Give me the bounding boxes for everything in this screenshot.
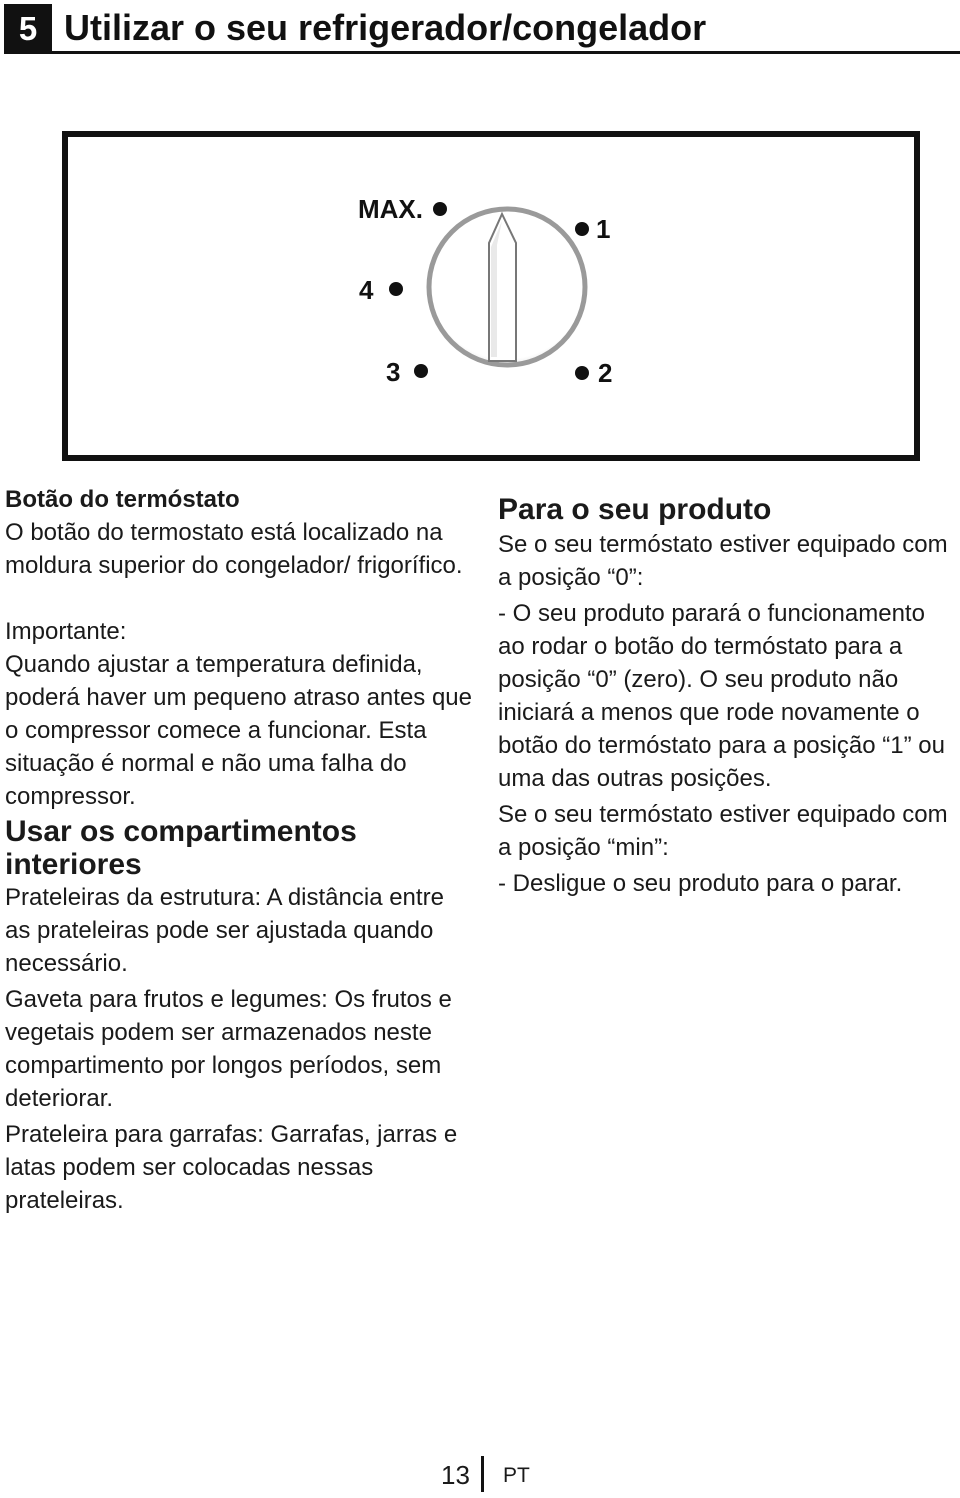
language-code: PT: [503, 1464, 530, 1487]
product-heading: Para o seu produto: [498, 493, 772, 526]
dial-label-2: 2: [598, 358, 613, 388]
shelves-text: Prateleiras da estrutura: A distância entre as prateleiras pode ser ajustada quando necessário.: [5, 884, 444, 977]
dial-label-max: MAX.: [358, 194, 423, 224]
dial-dot-1: [575, 222, 589, 236]
dial-dot-2: [575, 366, 589, 380]
chapter-number: 5: [4, 4, 52, 54]
thermostat-figure: [62, 131, 920, 461]
right-column: [498, 492, 958, 900]
min-position-intro: Se o seu termóstato estiver equipado com a posição “min”:: [498, 801, 948, 861]
thermostat-dial-diagram: [68, 137, 914, 455]
dial-label-3: 3: [386, 357, 401, 387]
zero-position-intro: Se o seu termóstato estiver equipado com a posição “0”:: [498, 531, 948, 591]
dial-dot-max: [433, 202, 447, 216]
chapter-header: [4, 4, 960, 54]
header-rule: [52, 51, 960, 54]
drawer-text: Gaveta para frutos e legumes: Os frutos e vegetais podem ser armazenados neste compartimento por longos períodos, sem deteriorar.: [5, 986, 452, 1112]
footer-divider: [481, 1456, 484, 1492]
dial-dot-4: [389, 282, 403, 296]
min-position-text: - Desligue o seu produto para o parar.: [498, 870, 903, 897]
thermostat-heading: Botão do termóstato: [5, 486, 240, 513]
important-text: Quando ajustar a temperatura definida, poderá haver um pequeno atraso antes que o compressor comece a funcionar. Esta situação é normal e não uma falha do compressor.: [5, 651, 473, 810]
zero-position-text: - O seu produto parará o funcionamento ao rodar o botão do termóstato para a posição “0” (zero). O seu produto não iniciará a menos que rode novamente o botão do termóstato para a posição “1” ou uma das outras posições.: [498, 600, 945, 792]
chapter-title: Utilizar o seu refrigerador/congelador: [64, 7, 707, 48]
bottle-shelf-text: Prateleira para garrafas: Garrafas, jarras e latas podem ser colocadas nessas prateleiras.: [5, 1121, 458, 1214]
left-column: [5, 483, 475, 1217]
page-footer: [0, 1456, 960, 1496]
page-number: 13: [441, 1460, 470, 1490]
dial-label-4: 4: [359, 275, 374, 305]
dial-dot-3: [414, 364, 428, 378]
thermostat-text: O botão do termostato está localizado na moldura superior do congelador/ frigorífico.: [5, 519, 463, 579]
dial-label-1: 1: [596, 214, 611, 244]
important-label: Importante:: [5, 618, 127, 645]
compartments-heading: Usar os compartimentos interiores: [5, 815, 357, 881]
